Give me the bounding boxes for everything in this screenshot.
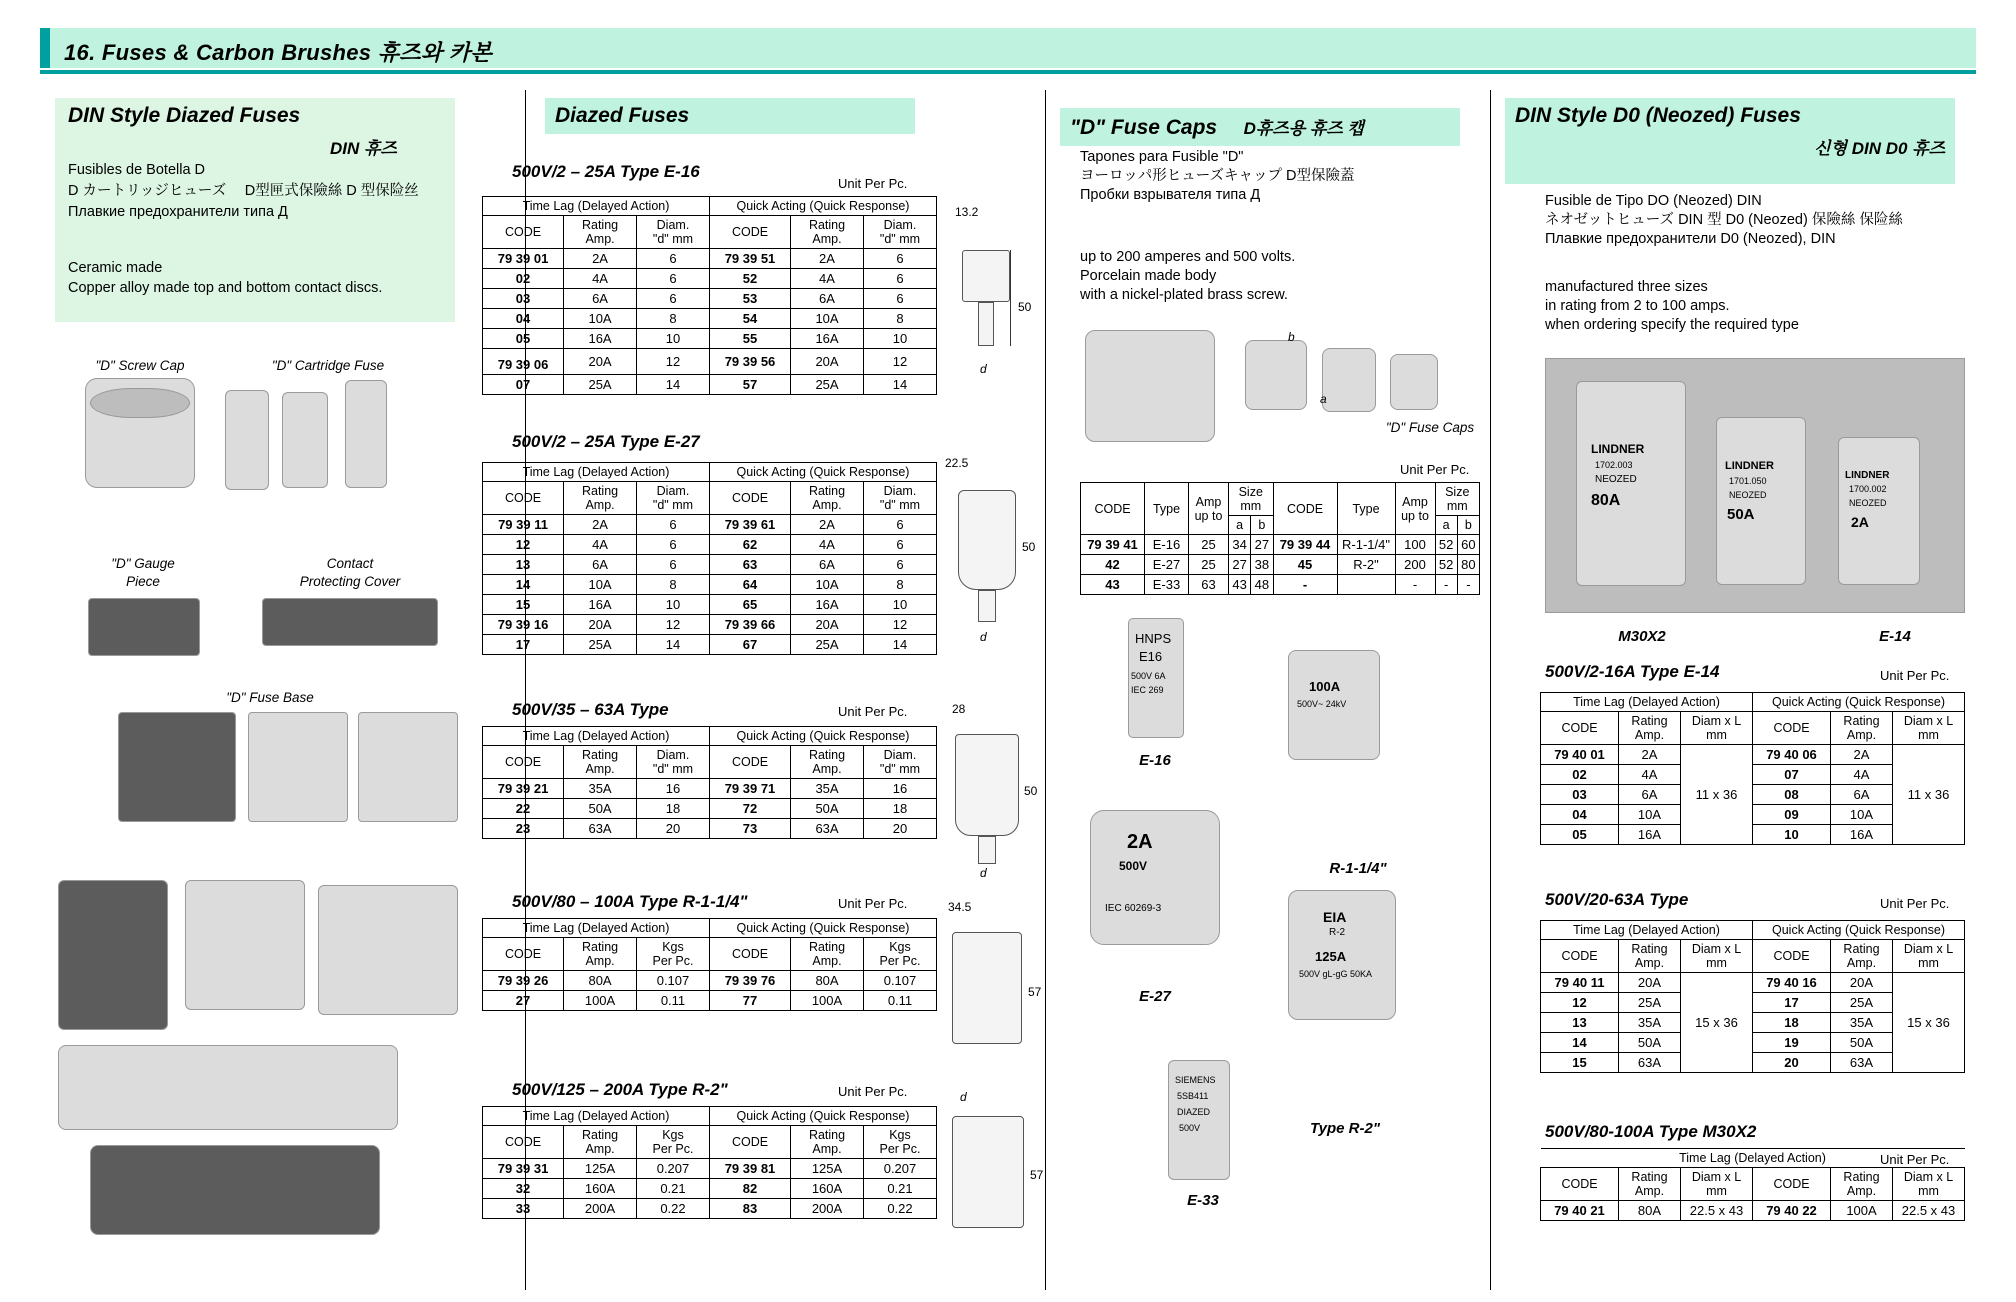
th-diam: Diam. "d" mm — [637, 216, 710, 249]
table-row: 07 25A 14 57 25A 14 — [483, 375, 937, 395]
th-timelag: Time Lag (Delayed Action) — [483, 919, 710, 938]
th-rating: Rating Amp. — [564, 746, 637, 779]
th-rating: Rating Amp. — [564, 216, 637, 249]
photo-fuse-cap-2 — [1322, 348, 1376, 412]
col3-desc-line-2: Пробки взрывателя типа Д — [1080, 187, 1261, 203]
th-kgs: Kgs Per Pc. — [637, 938, 710, 971]
col3-description — [1080, 148, 1354, 205]
table-80-100a — [482, 918, 937, 1011]
photo-assembly-1 — [58, 880, 168, 1030]
th-quick: Quick Acting (Quick Response) — [709, 197, 936, 216]
drawing-35-63-body — [955, 734, 1019, 836]
photo-assembly-4 — [58, 1045, 398, 1130]
table-row: 32 160A 0.21 82 160A 0.21 — [483, 1179, 937, 1199]
photo-e16-text-1: HNPS — [1135, 631, 1172, 646]
photo-r2-text-3: 125A — [1315, 949, 1347, 964]
th-rating: Rating Amp. — [1619, 712, 1681, 745]
label-m30x2: M30X2 — [1618, 628, 1666, 645]
th-quick: Quick Acting (Quick Response) — [709, 919, 936, 938]
table-row — [483, 482, 937, 515]
th-timelag: Time Lag (Delayed Action) — [483, 727, 710, 746]
th-code: CODE — [1541, 940, 1619, 973]
th-code: CODE — [483, 216, 564, 249]
th-timelag: Time Lag (Delayed Action) — [1541, 921, 1753, 940]
table-row: 42 E-27 25 27 38 45 R-2" 200 52 80 — [1081, 555, 1480, 575]
photo-fuse-base-1 — [118, 712, 236, 822]
photo-e33-text-4: 500V — [1179, 1123, 1201, 1133]
table-row: 79 39 06 20A 12 79 39 56 20A 12 — [483, 349, 937, 375]
table-row — [1541, 1149, 1965, 1168]
photo-neozed-50a-code: 1701.050 — [1729, 476, 1767, 486]
th-code-2: CODE — [1273, 483, 1337, 535]
photo-r2-text-4: 500V gL-gG 50KA — [1299, 969, 1373, 979]
photo-e27-text-3: IEC 60269-3 — [1105, 903, 1162, 914]
th-code-2: CODE — [1753, 940, 1831, 973]
photo-e27-fuse — [1090, 810, 1220, 945]
table-row — [483, 746, 937, 779]
photo-e27-text-2: 500V — [1119, 859, 1148, 873]
th-rating: Rating Amp. — [564, 938, 637, 971]
th-type-2: Type — [1337, 483, 1395, 535]
dim-50-2: 50 — [1022, 540, 1036, 554]
th-code: CODE — [483, 746, 564, 779]
dim-50-3: 50 — [1024, 784, 1038, 798]
col4-table3-title: 500V/80-100A Type M30X2 — [1545, 1122, 1757, 1141]
th-rating: Rating Amp. — [564, 482, 637, 515]
dim-d-4: d — [960, 1090, 967, 1104]
table-row: 14 50A 19 50A — [1541, 1033, 1965, 1053]
table-row: 79 40 11 20A 15 x 36 79 40 16 20A 15 x 36 — [1541, 973, 1965, 993]
th-amp: Amp up to — [1189, 483, 1229, 535]
photo-neozed-group — [1545, 358, 1965, 613]
col3-note-line-0: up to 200 amperes and 500 volts. — [1080, 249, 1296, 265]
th-diam-2: Diam. "d" mm — [863, 746, 936, 779]
dim-34-5: 34.5 — [948, 900, 972, 914]
photo-neozed-50a-rating: 50A — [1727, 506, 1755, 523]
table-row: 14 10A 8 64 10A 8 — [483, 575, 937, 595]
th-code: CODE — [1541, 712, 1619, 745]
table2-title: 500V/2 – 25A Type E-27 — [512, 432, 700, 451]
table-row — [483, 919, 937, 938]
photo-e33-fuse — [1168, 1060, 1230, 1180]
th-timelag: Time Lag (Delayed Action) — [1541, 693, 1753, 712]
photo-r2-fuse — [1288, 890, 1396, 1020]
th-code-2: CODE — [1753, 1168, 1831, 1201]
dim-22-5: 22.5 — [945, 456, 969, 470]
th-diam: Diam. "d" mm — [637, 482, 710, 515]
th-size: Size mm — [1229, 483, 1274, 516]
col1-desc-line-0: Fusibles de Botella D — [68, 162, 206, 178]
table-row: 03 6A 08 6A — [1541, 785, 1965, 805]
table-e16 — [482, 196, 937, 395]
table-row — [1541, 940, 1965, 973]
drawing-e16-pin — [978, 302, 994, 346]
dim-57-2: 57 — [1030, 1168, 1044, 1182]
table-row — [483, 938, 937, 971]
th-rating-2: Rating Amp. — [1831, 712, 1893, 745]
th-a: a — [1229, 516, 1251, 535]
th-kgs: Kgs Per Pc. — [637, 1126, 710, 1159]
col1-description — [68, 160, 419, 223]
table-row: 79 40 21 80A 22.5 x 43 79 40 22 100A 22.5 x 43 — [1541, 1201, 1965, 1221]
th-code-2: CODE — [709, 1126, 790, 1159]
photo-assembly-3 — [318, 885, 458, 1015]
table-row: 13 35A 18 35A — [1541, 1013, 1965, 1033]
dim-50-1: 50 — [1018, 300, 1032, 314]
th-b-2: b — [1457, 516, 1479, 535]
caption-fuse-base: "D" Fuse Base — [226, 690, 314, 705]
col2-section-title: Diazed Fuses — [555, 104, 690, 127]
page-header — [40, 28, 1976, 68]
table-row: 79 39 41 E-16 25 34 27 79 39 44 R-1-1/4" 100 52 60 — [1081, 535, 1480, 555]
table5-unit: Unit Per Pc. — [838, 1084, 908, 1099]
col4-table2-title: 500V/20-63A Type — [1545, 890, 1689, 909]
dim-57-1: 57 — [1028, 985, 1042, 999]
table-row — [1541, 712, 1965, 745]
table-row — [483, 463, 937, 482]
photo-contact-protecting-cover — [262, 598, 438, 646]
th-code-2: CODE — [1753, 712, 1831, 745]
table-row: 79 39 16 20A 12 79 39 66 20A 12 — [483, 615, 937, 635]
th-diam-2: Diam x L mm — [1893, 712, 1965, 745]
table-row — [483, 197, 937, 216]
table-row: 17 25A 14 67 25A 14 — [483, 635, 937, 655]
table-row — [483, 216, 937, 249]
th-code: CODE — [1081, 483, 1145, 535]
caption-fuse-caps: "D" Fuse Caps — [1385, 420, 1475, 435]
th-type: Type — [1145, 483, 1189, 535]
caption-cartridge-fuse: "D" Cartridge Fuse — [271, 358, 385, 373]
page-title: 16. Fuses & Carbon Brushes 휴즈와 카본 — [64, 40, 492, 65]
col4-note-line-1: in rating from 2 to 100 amps. — [1545, 298, 1730, 314]
col3-note-line-2: with a nickel-plated brass screw. — [1080, 287, 1288, 303]
photo-neozed-80a-type: NEOZED — [1595, 474, 1637, 485]
th-timelag: Time Lag (Delayed Action) — [483, 1107, 710, 1126]
col2-section-chip — [545, 98, 915, 134]
th-code: CODE — [483, 1126, 564, 1159]
th-rating: Rating Amp. — [1619, 1168, 1681, 1201]
label-e27: E-27 — [1139, 988, 1171, 1005]
table-row: 12 25A 17 25A — [1541, 993, 1965, 1013]
th-a-2: a — [1435, 516, 1457, 535]
col3-note-line-1: Porcelain made body — [1080, 268, 1217, 284]
cell-dim-right: 11 x 36 — [1893, 745, 1965, 845]
col4-description — [1545, 192, 1903, 249]
th-quick: Quick Acting (Quick Response) — [709, 1107, 936, 1126]
table-20-63a — [1540, 920, 1965, 1073]
column-divider-3 — [1490, 90, 1491, 1290]
th-diam-2: Diam x L mm — [1893, 940, 1965, 973]
caption-contact-cover-l2: Protecting Cover — [299, 574, 401, 589]
photo-neozed-80a-code: 1702.003 — [1595, 460, 1633, 470]
th-b: b — [1251, 516, 1273, 535]
table-row: 05 16A 10 16A — [1541, 825, 1965, 845]
col3-notes — [1080, 248, 1295, 305]
photo-e16-text-4: IEC 269 — [1131, 685, 1164, 695]
photo-e16-fuse — [1128, 618, 1184, 738]
photo-neozed-80a-rating: 80A — [1591, 492, 1621, 509]
table-row: 02 4A 07 4A — [1541, 765, 1965, 785]
table-m30x2 — [1540, 1148, 1965, 1221]
dim-13-2: 13.2 — [955, 205, 979, 219]
photo-fuse-cap-3 — [1390, 354, 1438, 410]
table-35-63a — [482, 726, 937, 839]
photo-fuse-cap-1 — [1245, 340, 1307, 410]
photo-e33-text-2: 5SB411 — [1177, 1091, 1209, 1101]
table-row: 05 16A 10 55 16A 10 — [483, 329, 937, 349]
table3-title: 500V/35 – 63A Type — [512, 700, 669, 719]
photo-fuse-base-2 — [248, 712, 348, 822]
table-row: 79 39 11 2A 6 79 39 61 2A 6 — [483, 515, 937, 535]
table-row — [1081, 483, 1480, 516]
caption-screw-cap: "D" Screw Cap — [95, 358, 185, 373]
th-amp-2: Amp up to — [1395, 483, 1435, 535]
photo-neozed-2a-type: NEOZED — [1849, 498, 1887, 508]
table4-unit: Unit Per Pc. — [838, 896, 908, 911]
photo-e16-text-2: E16 — [1139, 649, 1163, 664]
th-code: CODE — [483, 482, 564, 515]
drawing-e27-body — [958, 490, 1016, 590]
th-code: CODE — [1541, 1168, 1619, 1201]
photo-assembly-2 — [185, 880, 305, 1010]
photo-cartridge-fuse-1 — [225, 390, 269, 490]
th-rating-2: Rating Amp. — [1831, 1168, 1893, 1201]
table-row: 02 4A 6 52 4A 6 — [483, 269, 937, 289]
col1-material-note — [68, 258, 382, 298]
table-row: 79 39 01 2A 6 79 39 51 2A 6 — [483, 249, 937, 269]
th-code-2: CODE — [709, 938, 790, 971]
th-diam: Diam x L mm — [1681, 940, 1753, 973]
th-rating-2: Rating Amp. — [791, 938, 864, 971]
col1-desc-line-1: D カートリッジヒューズ D型匣式保險絲 D 型保险丝 — [68, 183, 419, 199]
column-divider-2 — [1045, 90, 1046, 1290]
photo-cartridge-fuse-2 — [282, 392, 328, 488]
dim-28: 28 — [952, 702, 966, 716]
th-rating: Rating Amp. — [1619, 940, 1681, 973]
photo-e33-text-3: DIAZED — [1177, 1107, 1211, 1117]
th-code-2: CODE — [709, 216, 790, 249]
cell-dim-left: 15 x 36 — [1681, 973, 1753, 1073]
drawing-r2-body — [952, 1116, 1024, 1228]
col4-table1-unit: Unit Per Pc. — [1880, 668, 1950, 683]
col4-section-title: DIN Style D0 (Neozed) Fuses — [1515, 104, 1801, 127]
table-row: 27 100A 0.11 77 100A 0.11 — [483, 991, 937, 1011]
th-timelag-full: Time Lag (Delayed Action) — [1541, 1149, 1965, 1168]
table-row — [1541, 693, 1965, 712]
label-e16: E-16 — [1139, 752, 1171, 769]
th-diam: Diam x L mm — [1681, 712, 1753, 745]
photo-e27-text-1: 2A — [1127, 831, 1153, 853]
photo-neozed-50a — [1716, 417, 1806, 585]
col1-note-line-0: Ceramic made — [68, 260, 163, 276]
th-diam-2: Diam x L mm — [1893, 1168, 1965, 1201]
photo-neozed-2a — [1838, 437, 1920, 585]
th-rating-2: Rating Amp. — [791, 216, 864, 249]
photo-neozed-2a-rating: 2A — [1851, 514, 1869, 530]
table-row: 23 63A 20 73 63A 20 — [483, 819, 937, 839]
dim-d-1: d — [980, 362, 987, 376]
photo-screw-cap-top — [90, 388, 190, 418]
col4-note-line-2: when ordering specify the required type — [1545, 317, 1799, 333]
table-row: 03 6A 6 53 6A 6 — [483, 289, 937, 309]
th-rating: Rating Amp. — [564, 1126, 637, 1159]
table-125-200a — [482, 1106, 937, 1219]
table-row: 15 63A 20 63A — [1541, 1053, 1965, 1073]
col4-desc-line-0: Fusible de Tipo DO (Neozed) DIN — [1545, 193, 1762, 209]
th-diam: Diam x L mm — [1681, 1168, 1753, 1201]
th-rating-2: Rating Amp. — [791, 1126, 864, 1159]
table-e14 — [1540, 692, 1965, 845]
table-row — [483, 1107, 937, 1126]
header-accent-bar — [40, 28, 50, 68]
cell-dim-left: 11 x 36 — [1681, 745, 1753, 845]
table-row: 04 10A 8 54 10A 8 — [483, 309, 937, 329]
th-diam-2: Diam. "d" mm — [863, 216, 936, 249]
photo-neozed-2a-brand: LINDNER — [1845, 470, 1890, 481]
th-rating-2: Rating Amp. — [1831, 940, 1893, 973]
photo-neozed-2a-code: 1700.002 — [1849, 484, 1887, 494]
th-kgs-2: Kgs Per Pc. — [863, 1126, 936, 1159]
table-row — [1541, 921, 1965, 940]
photo-r114-fuse — [1288, 650, 1380, 760]
col1-title: DIN Style Diazed Fuses — [68, 104, 301, 127]
table-e27 — [482, 462, 937, 655]
label-r114: R-1-1/4" — [1329, 860, 1387, 877]
table-row: 22 50A 18 72 50A 18 — [483, 799, 937, 819]
label-e33: E-33 — [1187, 1192, 1219, 1209]
photo-e16-text-3: 500V 6A — [1131, 671, 1166, 681]
table-row: 33 200A 0.22 83 200A 0.22 — [483, 1199, 937, 1219]
drawing-e27-pin — [978, 590, 996, 622]
th-quick: Quick Acting (Quick Response) — [1753, 921, 1965, 940]
caption-contact-cover-l1: Contact — [326, 556, 374, 571]
table-row: 12 4A 6 62 4A 6 — [483, 535, 937, 555]
dim-line-1 — [1010, 250, 1011, 346]
col4-notes — [1545, 278, 1799, 335]
photo-r114-text-2: 500V~ 24kV — [1297, 699, 1347, 709]
th-code: CODE — [483, 938, 564, 971]
col4-table2-unit: Unit Per Pc. — [1880, 896, 1950, 911]
table1-title: 500V/2 – 25A Type E-16 — [512, 162, 700, 181]
dim-d-3: d — [980, 866, 987, 880]
drawing-e16-body — [962, 250, 1010, 302]
col3-section-title: "D" Fuse Caps — [1070, 116, 1218, 139]
col4-section-chip — [1505, 98, 1955, 184]
photo-gauge-piece — [88, 598, 200, 656]
col3-unit: Unit Per Pc. — [1400, 462, 1470, 477]
drawing-35-63-pin — [978, 836, 996, 864]
dim-a: a — [1320, 392, 1327, 406]
photo-r2-text-1: EIA — [1323, 909, 1347, 925]
col3-desc-line-1: ヨーロッパ形ヒューズキャップ D型保險蓋 — [1080, 168, 1355, 184]
photo-r2-text-2: R-2 — [1329, 927, 1346, 938]
header-divider — [40, 70, 1976, 74]
photo-r114-text-1: 100A — [1309, 679, 1341, 694]
col4-desc-line-2: Плавкие предохранители D0 (Neozed), DIN — [1545, 231, 1836, 247]
col4-section-title-kr: 신형 DIN D0 휴즈 — [1814, 139, 1945, 158]
caption-gauge-piece-l2: Piece — [126, 574, 160, 589]
photo-cartridge-fuse-3 — [345, 380, 387, 488]
th-timelag: Time Lag (Delayed Action) — [483, 463, 710, 482]
table-row: 79 39 21 35A 16 79 39 71 35A 16 — [483, 779, 937, 799]
col3-desc-line-0: Tapones para Fusible "D" — [1080, 149, 1244, 165]
cell-dim-right: 15 x 36 — [1893, 973, 1965, 1073]
th-code-2: CODE — [709, 746, 790, 779]
photo-neozed-80a — [1576, 381, 1686, 586]
photo-neozed-50a-brand: LINDNER — [1725, 460, 1774, 472]
th-diam: Diam. "d" mm — [637, 746, 710, 779]
table3-unit: Unit Per Pc. — [838, 704, 908, 719]
table-row — [1541, 1168, 1965, 1201]
photo-neozed-50a-type: NEOZED — [1729, 490, 1767, 500]
photo-neozed-80a-brand: LINDNER — [1591, 442, 1645, 456]
table-row: 43 E-33 63 43 48 - - - - — [1081, 575, 1480, 595]
th-kgs-2: Kgs Per Pc. — [863, 938, 936, 971]
caption-gauge-piece-l1: "D" Gauge — [111, 556, 175, 571]
th-quick: Quick Acting (Quick Response) — [709, 463, 936, 482]
table-row: 04 10A 09 10A — [1541, 805, 1965, 825]
photo-fuse-cap-large — [1085, 330, 1215, 442]
col4-table1-title: 500V/2-16A Type E-14 — [1545, 662, 1720, 681]
photo-e33-text-1: SIEMENS — [1175, 1075, 1216, 1085]
table4-title: 500V/80 – 100A Type R-1-1/4" — [512, 892, 748, 911]
label-r2: Type R-2" — [1310, 1120, 1380, 1137]
table-row — [483, 727, 937, 746]
col3-section-chip — [1060, 108, 1460, 146]
photo-assembly-5 — [90, 1145, 380, 1235]
th-code-2: CODE — [709, 482, 790, 515]
th-quick: Quick Acting (Quick Response) — [1753, 693, 1965, 712]
col1-note-line-1: Copper alloy made top and bottom contact discs. — [68, 280, 383, 296]
table5-title: 500V/125 – 200A Type R-2" — [512, 1080, 728, 1099]
th-diam-2: Diam. "d" mm — [863, 482, 936, 515]
photo-fuse-base-3 — [358, 712, 458, 822]
col1-desc-line-2: Плавкие предохранители типа Д — [68, 204, 288, 220]
drawing-r114-body — [952, 932, 1022, 1044]
col1-subtitle: DIN 휴즈 — [330, 139, 397, 158]
table-row: 15 16A 10 65 16A 10 — [483, 595, 937, 615]
col4-table3-unit: Unit Per Pc. — [1880, 1152, 1950, 1167]
label-e14: E-14 — [1879, 628, 1911, 645]
th-timelag: Time Lag (Delayed Action) — [483, 197, 710, 216]
dim-d-2: d — [980, 630, 987, 644]
col4-note-line-0: manufactured three sizes — [1545, 279, 1708, 295]
dim-b: b — [1288, 330, 1295, 344]
th-rating-2: Rating Amp. — [791, 482, 864, 515]
col3-section-title-kr: D휴즈용 휴즈 캡 — [1243, 119, 1364, 138]
th-quick: Quick Acting (Quick Response) — [709, 727, 936, 746]
th-rating-2: Rating Amp. — [791, 746, 864, 779]
table-fuse-caps — [1080, 482, 1480, 595]
table-row: 79 39 26 80A 0.107 79 39 76 80A 0.107 — [483, 971, 937, 991]
table-row — [483, 1126, 937, 1159]
th-size-2: Size mm — [1435, 483, 1480, 516]
table-row: 79 40 01 2A 11 x 36 79 40 06 2A 11 x 36 — [1541, 745, 1965, 765]
table1-unit: Unit Per Pc. — [838, 176, 908, 191]
table-row: 13 6A 6 63 6A 6 — [483, 555, 937, 575]
col4-desc-line-1: ネオゼットヒューズ DIN 型 D0 (Neozed) 保險絲 保险絲 — [1545, 212, 1903, 228]
table-row: 79 39 31 125A 0.207 79 39 81 125A 0.207 — [483, 1159, 937, 1179]
